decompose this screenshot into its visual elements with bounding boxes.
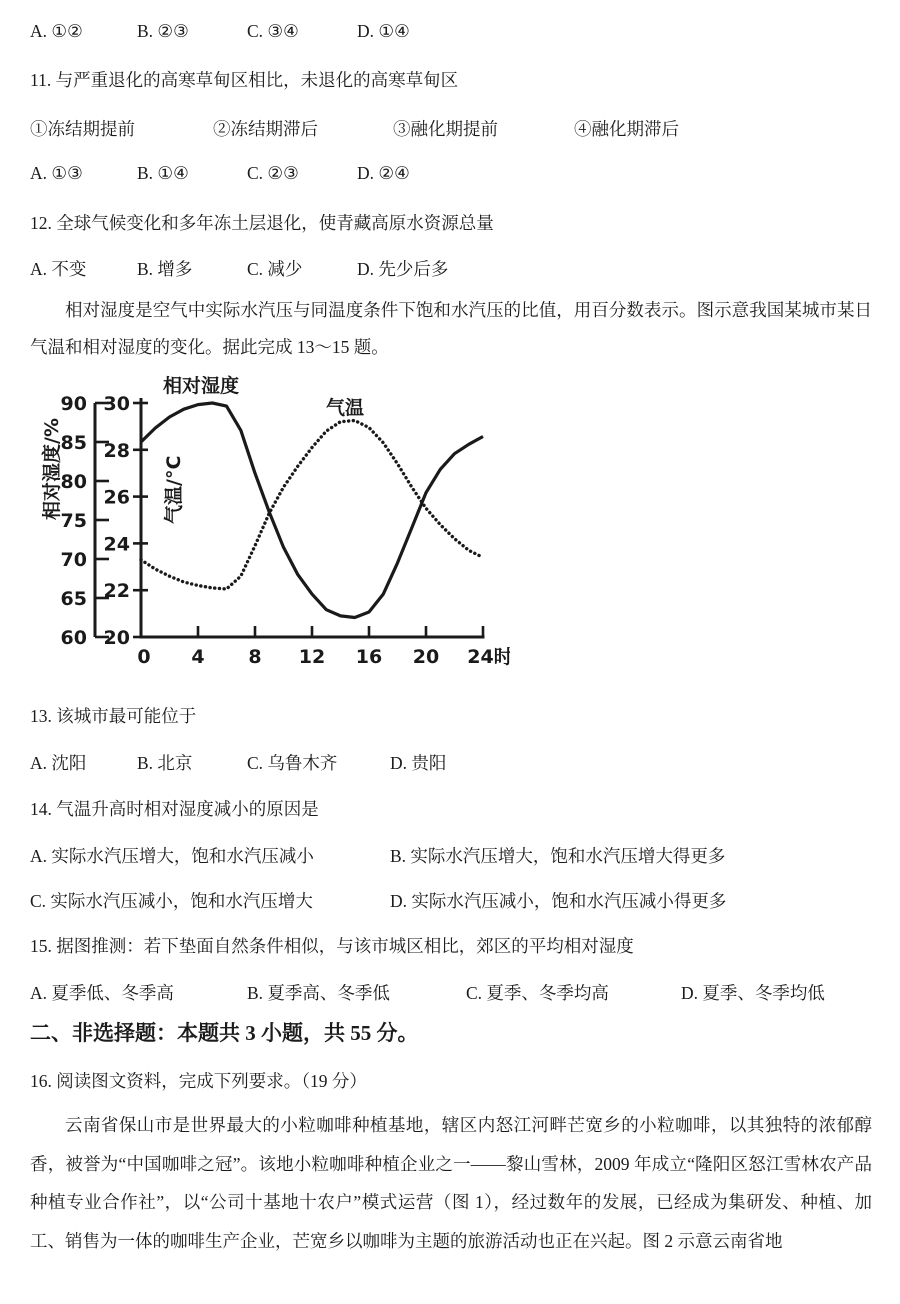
q14-options-row-1	[30, 843, 875, 867]
time-tick-label: 16	[355, 646, 383, 668]
humidity-tick-label: 90	[60, 393, 87, 415]
q10-option-c: C. ③④	[247, 21, 299, 41]
temperature-curve-label: 气温	[326, 397, 365, 419]
q15-option-d: D. 夏季、冬季均低	[681, 983, 825, 1003]
time-tick-label: 4	[191, 646, 205, 668]
humidity-tick-label: 65	[60, 588, 87, 610]
q13-options-row	[30, 750, 875, 774]
temperature-tick-label: 24	[103, 533, 130, 556]
q14-option-a: A. 实际水汽压增大，饱和水汽压减小	[30, 846, 314, 866]
question-16-title: 16. 阅读图文资料，完成下列要求。（19 分）	[30, 1071, 367, 1091]
humidity-curve-label: 相对湿度	[163, 375, 240, 397]
q11-option-c: C. ②③	[247, 163, 299, 183]
q10-option-a: A. ①②	[30, 21, 83, 41]
q13-option-c: C. 乌鲁木齐	[247, 753, 338, 773]
question-13-title: 13. 该城市最可能位于	[30, 706, 197, 726]
humidity-tick-label: 70	[60, 549, 87, 571]
humidity-tick-label: 75	[60, 510, 87, 532]
temperature-tick-label: 22	[103, 580, 130, 603]
question-12-title: 12. 全球气候变化和多年冻土层退化，使青藏高原水资源总量	[30, 213, 494, 233]
temperature-tick-label: 28	[103, 439, 130, 462]
q11-options-row	[30, 163, 875, 187]
section-2-header: 二、非选择题：本题共 3 小题，共 55 分。	[30, 1021, 419, 1045]
chart-canvas	[30, 372, 510, 687]
q13-option-d: D. 贵阳	[390, 753, 447, 773]
time-tick-label: 8	[248, 646, 262, 668]
question-14-title: 14. 气温升高时相对湿度减小的原因是	[30, 799, 319, 819]
q11-statement-1: ①冻结期提前	[30, 119, 135, 139]
q10-option-d: D. ①④	[357, 21, 410, 41]
q13-option-a: A. 沈阳	[30, 753, 87, 773]
q14-options-row-2	[30, 888, 875, 912]
time-tick-label: 24时	[467, 646, 510, 668]
temperature-tick-label: 20	[103, 627, 130, 649]
q11-option-b: B. ①④	[137, 163, 189, 183]
humidity-temp-chart	[30, 372, 510, 687]
q12-options-row	[30, 256, 875, 280]
q10-options-row	[30, 21, 875, 45]
q12-option-d: D. 先少后多	[357, 259, 449, 279]
q15-option-b: B. 夏季高、冬季低	[247, 983, 390, 1003]
q11-option-a: A. ①③	[30, 163, 83, 183]
time-tick-label: 12	[298, 646, 326, 668]
humidity-tick-label: 80	[60, 471, 87, 493]
q15-option-c: C. 夏季、冬季均高	[466, 983, 609, 1003]
humidity-axis-title: 相对湿度/%	[41, 418, 63, 520]
q14-option-c: C. 实际水汽压减小，饱和水汽压增大	[30, 891, 313, 911]
temperature-tick-label: 30	[103, 393, 130, 415]
q10-option-b: B. ②③	[137, 21, 189, 41]
q13-option-b: B. 北京	[137, 753, 193, 773]
q12-option-c: C. 减少	[247, 259, 303, 279]
question-11-title: 11. 与严重退化的高寒草甸区相比，未退化的高寒草甸区	[30, 70, 459, 90]
time-tick-label: 20	[412, 646, 440, 668]
temperature-curve	[141, 421, 483, 590]
intro-paragraph-13-15: 相对湿度是空气中实际水汽压与同温度条件下饱和水汽压的比值，用百分数表示。图示意我国某城市某日气温和相对湿度的变化。据此完成 13～15 题。	[30, 300, 872, 357]
q15-option-a: A. 夏季低、冬季高	[30, 983, 174, 1003]
q15-options-row	[30, 980, 875, 1004]
q12-option-b: B. 增多	[137, 259, 193, 279]
q14-option-b: B. 实际水汽压增大，饱和水汽压增大得更多	[390, 846, 726, 866]
question-15-title: 15. 据图推测：若下垫面自然条件相似，与该市城区相比，郊区的平均相对湿度	[30, 936, 634, 956]
q16-paragraph: 云南省保山市是世界最大的小粒咖啡种植基地，辖区内怒江河畔芒宽乡的小粒咖啡，以其独特的浓郁醇香，被誉为“中国咖啡之冠”。该地小粒咖啡种植企业之一——黎山雪林，2009 年成立“隆阳区怒江雪林农产品种植专业合作社”，以“公司十基地十农户”模式运营（图 1），经过数年的发展，已经成为集研发、种植、加工、销售为一体的咖啡生产企业，芒宽乡以咖啡为主题的旅游活动也正在兴起。图 2 示意云南省地	[30, 1115, 872, 1251]
q11-statement-4: ④融化期滞后	[574, 119, 679, 139]
humidity-tick-label: 85	[60, 432, 87, 454]
q11-statements-row	[30, 116, 875, 140]
time-tick-label: 0	[137, 646, 151, 668]
humidity-tick-label: 60	[60, 627, 87, 649]
q14-option-d: D. 实际水汽压减小，饱和水汽压减小得更多	[390, 891, 727, 911]
q11-option-d: D. ②④	[357, 163, 410, 183]
q11-statement-2: ②冻结期滞后	[213, 119, 318, 139]
temperature-tick-label: 26	[103, 486, 130, 509]
q11-statement-3: ③融化期提前	[393, 119, 498, 139]
q12-option-a: A. 不变	[30, 259, 87, 279]
temperature-axis-title: 气温/°C	[163, 455, 185, 524]
